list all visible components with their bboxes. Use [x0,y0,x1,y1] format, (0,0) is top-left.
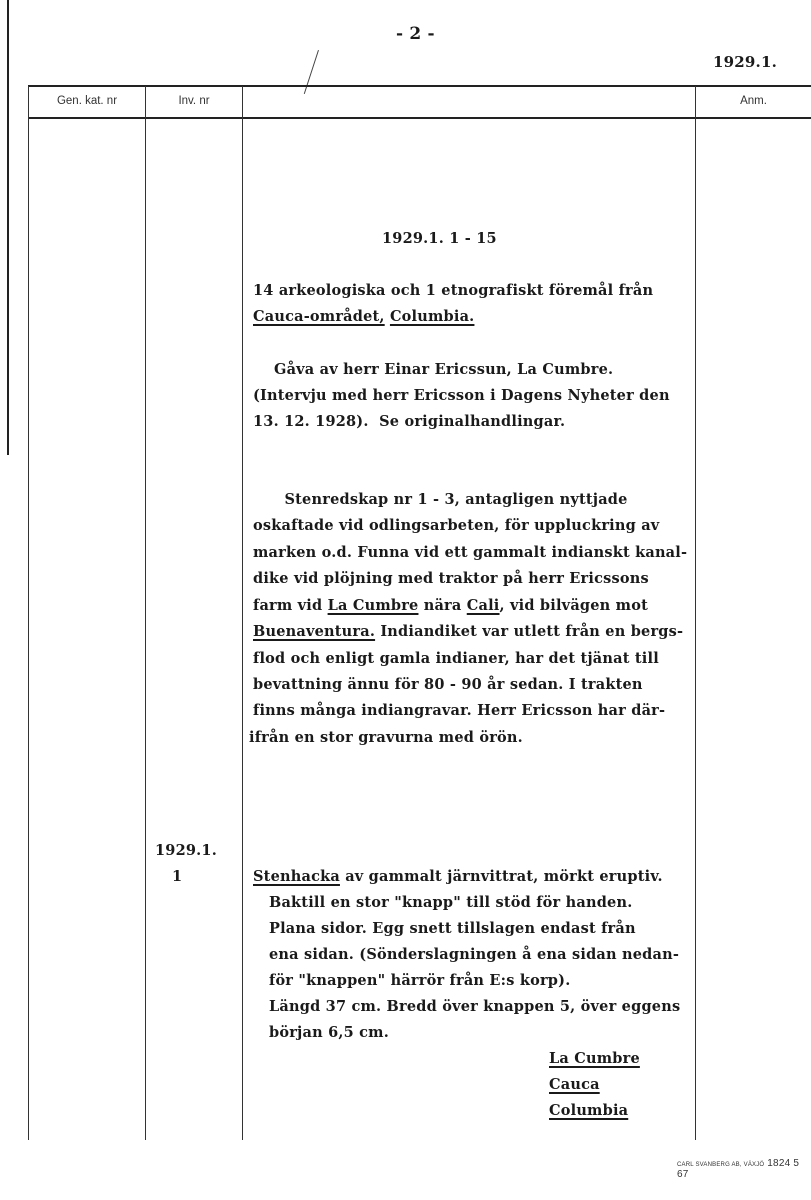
item-line [253,868,663,885]
place-cauca-omradet: Cauca-området, [253,308,385,325]
page-number: - 2 - [396,24,435,44]
text: farm vid [253,597,328,614]
item-line: Baktill en stor "knapp" till stöd för handen. [269,894,633,911]
text: Indiandiket var utlett från en bergs- [375,623,684,640]
text: nära [418,597,467,614]
place-la-cumbre: La Cumbre [327,597,419,614]
header-anm: Anm. [740,95,767,107]
context-line: ifrån en stor gravurna med örön. [249,729,523,746]
range-title: 1929.1. 1 - 15 [382,230,497,247]
item-line: för "knappen" härrör från E:s korp). [269,972,571,989]
column-divider [242,86,243,1140]
gift-line: Gåva av herr Einar Ericssun, La Cumbre. [253,361,614,378]
context-line [253,597,648,614]
column-divider [145,86,146,1140]
text: av gammalt järnvittrat, mörkt eruptiv. [339,868,663,885]
context-line: marken o.d. Funna vid ett gammalt indianskt kanal- [253,544,688,561]
item-name: Stenhacka [253,868,340,885]
gift-line: (Intervju med herr Ericsson i Dagens Nyheter den [253,387,670,404]
item-line: Plana sidor. Egg snett tillslagen endast från [269,920,636,937]
locality-la-cumbre: La Cumbre [549,1050,640,1067]
left-margin-bar [7,0,9,455]
gift-line: 13. 12. 1928). Se originalhandlingar. [253,413,566,430]
context-line: finns många indiangravar. Herr Ericsson har där- [253,702,666,719]
context-line [253,623,683,640]
form-number: 1824 5 67 [677,1158,800,1180]
locality-cauca: Cauca [549,1076,600,1093]
column-divider [28,86,29,1140]
inv-prefix: 1929.1. [155,842,217,859]
context-line: bevattning ännu för 80 - 90 år sedan. I trakten [253,676,643,693]
context-line: flod och enligt gamla indianer, har det tjänat till [253,650,659,667]
locality-columbia: Columbia [549,1102,629,1119]
summary-line: 14 arkeologiska och 1 etnografiskt föremål från [253,282,654,299]
inv-number: 1 [172,868,183,885]
printer-name: CARL SVANBERG AB, VÄXJÖ [677,1162,765,1168]
item-line: början 6,5 cm. [269,1024,389,1041]
pencil-mark [304,50,319,94]
header-gen-kat-nr: Gen. kat. nr [56,95,118,107]
summary-places [253,308,474,325]
context-line: oskaftade vid odlingsarbeten, för uppluckring av [253,517,660,534]
item-line: Längd 37 cm. Bredd över knappen 5, över eggens [269,998,681,1015]
place-columbia: Columbia. [389,308,475,325]
header-inv-nr: Inv. nr [178,95,210,107]
place-cali: Cali [466,597,500,614]
printer-imprint [677,1158,811,1180]
place-buenaventura: Buenaventura. [253,623,376,640]
item-line: ena sidan. (Sönderslagningen å ena sidan nedan- [269,946,680,963]
record-id: 1929.1. [713,53,778,71]
context-line: dike vid plöjning med traktor på herr Ericssons [253,570,649,587]
text: , vid bilvägen mot [499,597,648,614]
column-divider [695,86,696,1140]
context-line: Stenredskap nr 1 - 3, antagligen nyttjade [253,491,628,508]
